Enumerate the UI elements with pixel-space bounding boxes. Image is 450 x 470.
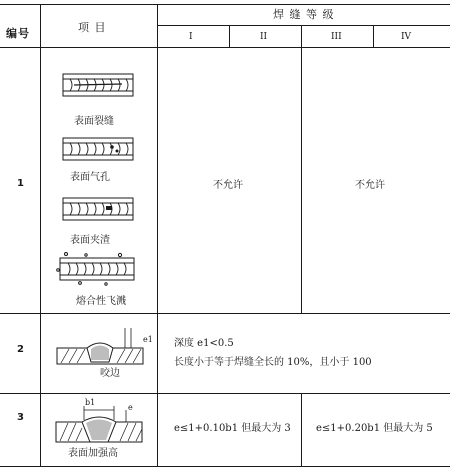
item-col-divider	[157, 4, 158, 466]
row3-grade-divider	[301, 393, 302, 466]
row1-grade-3-4-value: 不允许	[355, 180, 385, 191]
grade-subheader-divider	[157, 25, 450, 26]
row2-length-spec: 长度小于等于焊缝全长的 10%，且小于 100	[174, 357, 372, 368]
row1-item-crack: 表面裂缝	[74, 116, 114, 127]
row2-depth-spec: 深度 e1<0.5	[174, 338, 234, 349]
table-top-border	[0, 4, 450, 5]
grade-2-3-divider	[301, 25, 302, 313]
header-grade: 焊 缝 等 级	[273, 8, 335, 21]
header-grade-4: IV	[401, 32, 412, 42]
row1-bottom-border	[0, 313, 450, 314]
row1-item-spatter: 熔合性飞溅	[76, 296, 126, 307]
grade-3-4-divider	[373, 25, 374, 47]
row2-bottom-border	[0, 393, 450, 394]
undercut-e1-label: e1	[143, 335, 153, 344]
row3-num: 3	[17, 412, 24, 423]
row3-item-reinforcement: 表面加强高	[68, 448, 118, 459]
row2-item-undercut: 咬边	[100, 368, 120, 379]
row1-grade-1-2-value: 不允许	[213, 180, 243, 191]
surface-crack-figure	[62, 68, 134, 104]
spatter-figure	[56, 252, 138, 288]
header-bottom-border	[0, 47, 450, 48]
header-grade-2: II	[260, 32, 268, 42]
row3-grade-3-4-value: e≤1+0.20b1 但最大为 5	[316, 423, 433, 434]
surface-slag-figure	[62, 192, 134, 228]
header-grade-3: III	[331, 32, 342, 42]
row1-item-slag: 表面夹渣	[70, 235, 110, 246]
surface-porosity-figure	[62, 132, 134, 168]
header-item: 项 目	[78, 21, 107, 34]
grade-1-2-divider	[229, 25, 230, 47]
table-bottom-border	[0, 466, 450, 467]
num-col-divider	[40, 4, 41, 466]
row1-item-porosity: 表面气孔	[70, 172, 110, 183]
undercut-figure	[55, 326, 147, 370]
header-grade-1: I	[189, 32, 193, 42]
row1-num: 1	[17, 178, 24, 189]
reinforcement-b1-label: b1	[85, 398, 96, 407]
row2-num: 2	[17, 344, 24, 355]
header-num: 编号	[6, 27, 30, 40]
reinforcement-e-label: e	[128, 403, 133, 412]
row3-grade-1-2-value: e≤1+0.10b1 但最大为 3	[174, 423, 291, 434]
